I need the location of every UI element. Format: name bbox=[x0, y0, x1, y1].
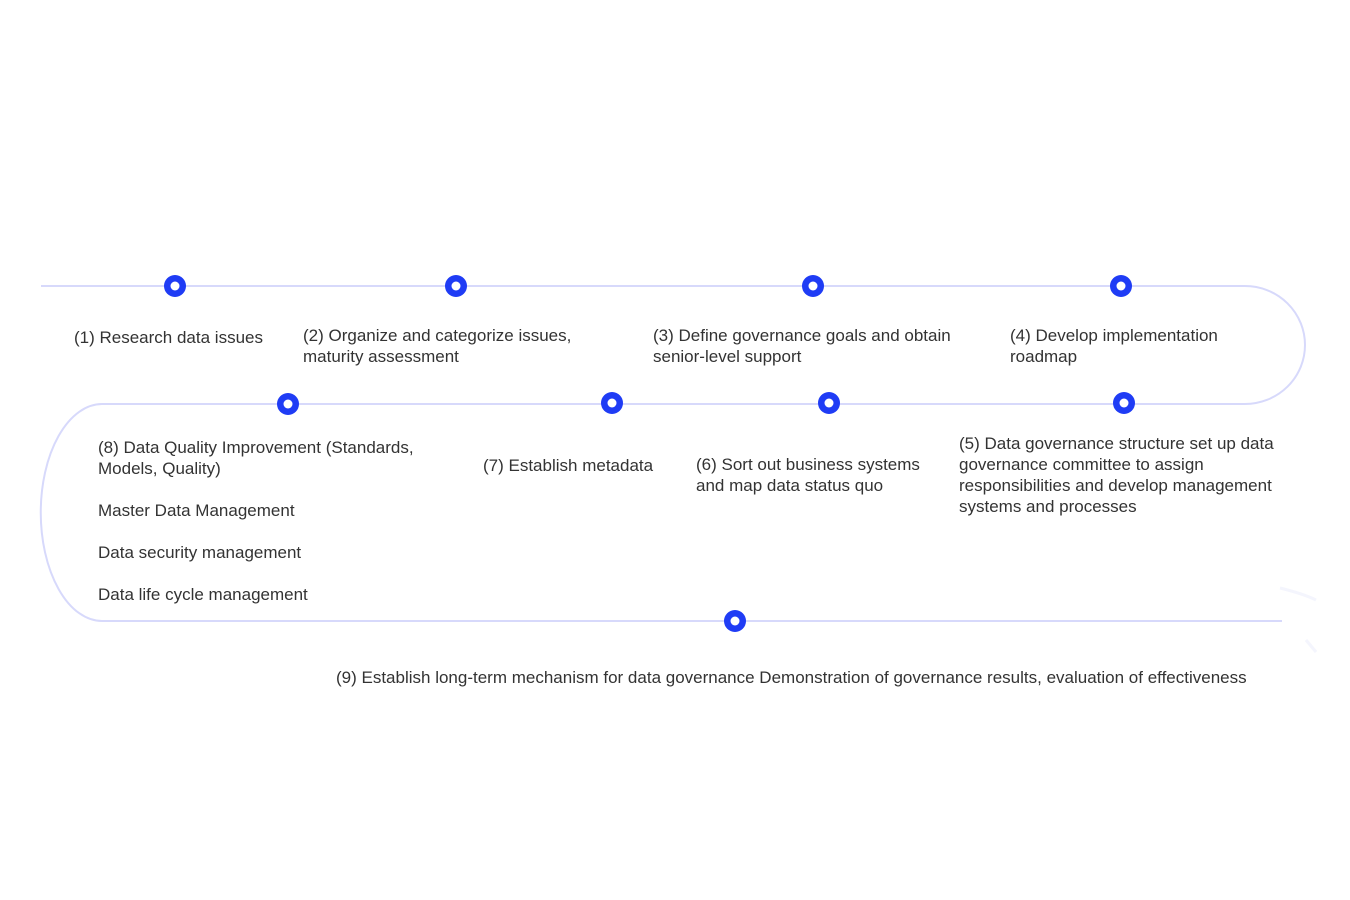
step-6-line-2: and map data status quo bbox=[696, 476, 884, 495]
timeline-node-3-center bbox=[809, 282, 818, 291]
step-5-line-3: responsibilities and develop management bbox=[959, 476, 1272, 495]
step-5-line-1: (5) Data governance structure set up data bbox=[959, 434, 1274, 453]
step-9-line-1: (9) Establish long-term mechanism for data governance Demonstration of governance results, evaluation of effectiveness bbox=[336, 668, 1247, 687]
path-arrow-tip bbox=[1280, 588, 1316, 652]
step-2-line-2: maturity assessment bbox=[303, 347, 459, 366]
step-2-label bbox=[303, 325, 633, 367]
step-5-line-4: systems and processes bbox=[959, 497, 1137, 516]
timeline-node-4-center bbox=[1117, 282, 1126, 291]
timeline-node-6-center bbox=[825, 399, 834, 408]
step-7-label bbox=[483, 455, 683, 476]
step-9-label bbox=[336, 667, 1326, 688]
step-5-line-2: governance committee to assign bbox=[959, 455, 1204, 474]
step-8-label bbox=[98, 437, 458, 605]
step-3-line-2: senior-level support bbox=[653, 347, 802, 366]
step-6-label bbox=[696, 454, 946, 496]
step-8-line-1: (8) Data Quality Improvement (Standards, bbox=[98, 438, 414, 457]
timeline-node-1-center bbox=[171, 282, 180, 291]
timeline-node-7-center bbox=[608, 399, 617, 408]
step-5-label bbox=[959, 433, 1309, 517]
timeline-node-9-center bbox=[731, 617, 740, 626]
step-1-label bbox=[74, 327, 294, 348]
step-1-line-1: (1) Research data issues bbox=[74, 328, 263, 347]
step-4-line-1: (4) Develop implementation bbox=[1010, 326, 1218, 345]
timeline-node-2-center bbox=[452, 282, 461, 291]
step-8-extra-security: Data security management bbox=[98, 543, 302, 562]
step-4-label bbox=[1010, 325, 1260, 367]
step-3-line-1: (3) Define governance goals and obtain bbox=[653, 326, 951, 345]
step-3-label bbox=[653, 325, 998, 367]
step-8-extra-lifecycle: Data life cycle management bbox=[98, 585, 308, 604]
step-2-line-1: (2) Organize and categorize issues, bbox=[303, 326, 572, 345]
step-6-line-1: (6) Sort out business systems bbox=[696, 455, 920, 474]
timeline-node-8-center bbox=[284, 400, 293, 409]
step-8-line-2: Models, Quality) bbox=[98, 459, 221, 478]
step-7-line-1: (7) Establish metadata bbox=[483, 456, 654, 475]
step-4-line-2: roadmap bbox=[1010, 347, 1078, 366]
step-8-extra-master-data: Master Data Management bbox=[98, 501, 295, 520]
timeline-node-5-center bbox=[1120, 399, 1129, 408]
